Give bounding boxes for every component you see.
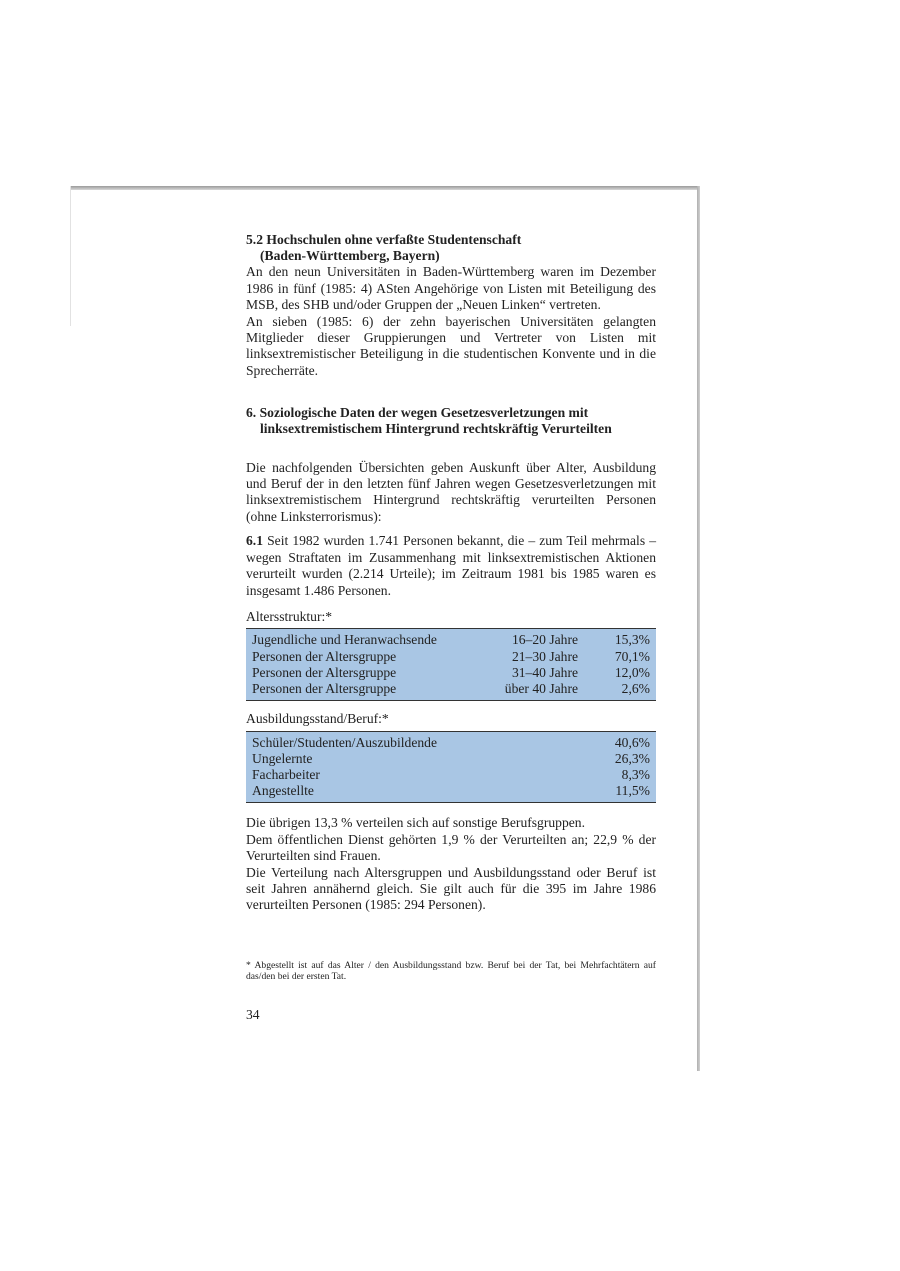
age-percent: 70,1% xyxy=(614,648,650,664)
section-5-2-subheading: (Baden-Württemberg, Bayern) xyxy=(260,248,440,264)
age-group: Personen der Altersgruppe xyxy=(252,648,397,664)
section-5-2-heading: 5.2 Hochschulen ohne verfaßte Studentenschaft xyxy=(246,232,522,247)
age-group: Jugendliche und Heranwachsende xyxy=(252,632,437,648)
after-paragraph-2: Dem öffentlichen Dienst gehörten 1,9 % der Verurteilten an; 22,9 % der Verurteilten sind Frauen. xyxy=(246,831,656,864)
age-range: über 40 Jahre xyxy=(504,680,579,696)
age-range: 21–30 Jahre xyxy=(511,648,579,664)
after-paragraph-3: Die Verteilung nach Altersgruppen und Ausbildungsstand oder Beruf ist seit Jahren annähernd gleich. Sie gilt auch für die 395 im Jahre 1986 verurteilten Personen (1985: 294 Personen). xyxy=(246,864,656,913)
scan-edge-left xyxy=(70,186,71,326)
scan-edge-top xyxy=(70,186,700,190)
edu-group: Schüler/Studenten/Auszubildende xyxy=(252,734,437,750)
edu-table xyxy=(246,731,656,804)
section-6-heading: 6. Soziologische Daten der wegen Gesetzesverletzungen mit linksextremistischem Hintergrund rechtskräftig Verurteilten xyxy=(246,405,612,437)
edu-percent: 26,3% xyxy=(614,750,650,766)
age-percent: 15,3% xyxy=(614,632,650,648)
edu-table-label: Ausbildungsstand/Beruf:* xyxy=(246,711,389,727)
age-table-label: Altersstruktur:* xyxy=(246,608,333,624)
section-5-2-paragraph-1: An den neun Universitäten in Baden-Württemberg waren im Dezember 1986 in fünf (1985: 4) ASten Angehörige von Listen mit Beteiligung des MSB, des SHB und/oder Gruppen der „Neuen Linken“ vertreten. xyxy=(246,264,656,313)
age-range: 31–40 Jahre xyxy=(511,664,579,680)
age-group: Personen der Altersgruppe xyxy=(252,664,397,680)
section-6-1-text: Seit 1982 wurden 1.741 Personen bekannt, die – zum Teil mehrmals – wegen Straftaten im Zusammenhang mit linksextremistischen Aktionen verurteilt wurden (2.214 Urteile); im Zeitraum 1981 bis 1985 waren es insgesamt 1.486 Personen. xyxy=(246,533,656,598)
table-row xyxy=(246,629,656,649)
age-table xyxy=(246,628,656,701)
table-row xyxy=(246,681,656,701)
table-row xyxy=(246,731,656,751)
document-page xyxy=(246,232,656,1023)
footnote: * Abgestellt ist auf das Alter / den Ausbildungsstand bzw. Beruf bei der Tat, bei Mehrfachtätern auf das/den bei der ersten Tat. xyxy=(246,959,656,983)
section-6-intro: Die nachfolgenden Übersichten geben Auskunft über Alter, Ausbildung und Beruf der in den letzten fünf Jahren wegen Gesetzesverletzungen mit linksextremistischem Hintergrund rechtskräftig verurteilten Personen (ohne Linksterrorismus): xyxy=(246,459,656,524)
scan-edge-right xyxy=(697,186,700,1071)
page-number: 34 xyxy=(246,1006,260,1022)
table-row xyxy=(246,751,656,767)
section-6-1-number: 6.1 xyxy=(246,533,263,549)
edu-percent: 8,3% xyxy=(621,766,650,782)
table-row xyxy=(246,649,656,665)
edu-group: Ungelernte xyxy=(252,750,313,766)
age-range: 16–20 Jahre xyxy=(511,632,579,648)
section-5-2-paragraph-2: An sieben (1985: 6) der zehn bayerischen Universitäten gelangten Mitglieder dieser Gruppierungen und Vertreter von Listen mit linksextremistischer Beteiligung in die studentischen Konvente und in die Sprecherräte. xyxy=(246,313,656,378)
age-percent: 2,6% xyxy=(621,680,650,696)
table-row xyxy=(246,783,656,803)
age-percent: 12,0% xyxy=(614,664,650,680)
after-paragraph-1: Die übrigen 13,3 % verteilen sich auf sonstige Berufsgruppen. xyxy=(246,815,586,831)
edu-group: Angestellte xyxy=(252,783,314,799)
table-row xyxy=(246,665,656,681)
edu-percent: 40,6% xyxy=(614,734,650,750)
edu-group: Facharbeiter xyxy=(252,766,320,782)
section-6-1-paragraph xyxy=(246,533,656,599)
table-row xyxy=(246,767,656,783)
edu-percent: 11,5% xyxy=(615,783,650,799)
age-group: Personen der Altersgruppe xyxy=(252,680,397,696)
